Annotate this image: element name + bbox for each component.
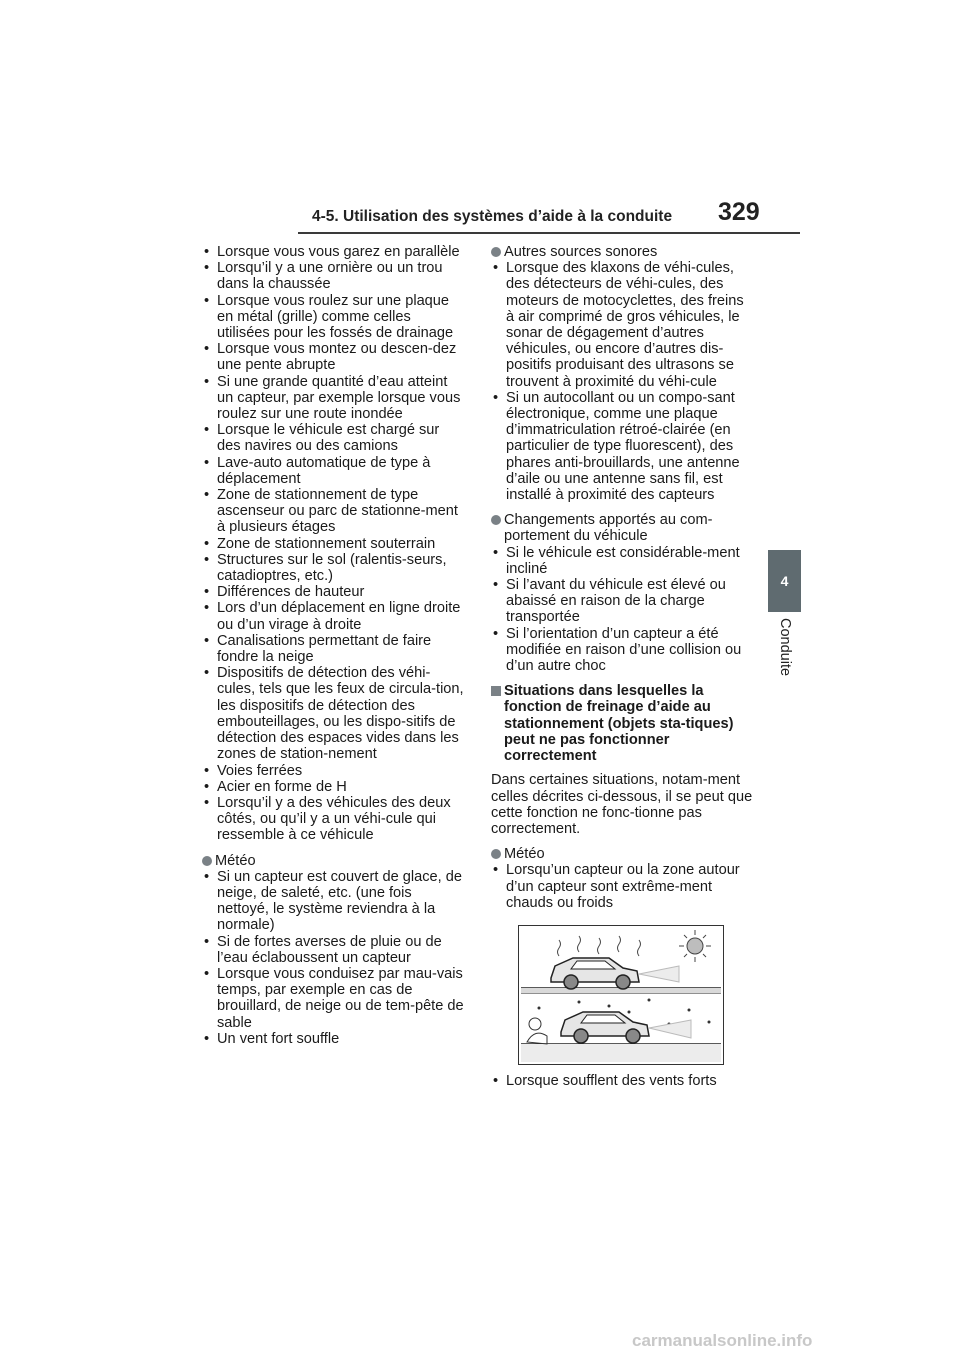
header-rule xyxy=(298,232,800,234)
section-intro: Dans certaines situations, notam-ment celles décrites ci-dessous, il se peut que cette fonction ne fonc-tionne pas correctement. xyxy=(491,772,753,837)
chapter-tab[interactable]: 4 xyxy=(768,550,801,612)
list-item: • Si une grande quantité d’eau atteint un capteur, par exemple lorsque vous roulez sur une route inondée xyxy=(202,374,464,423)
left-column xyxy=(202,244,464,1047)
list-item: • Lorsqu’il y a une ornière ou un trou dans la chaussée xyxy=(202,260,464,292)
right-column xyxy=(491,244,753,1089)
heat-wave-icon xyxy=(558,936,641,956)
weather-illustration-svg xyxy=(519,926,723,1064)
left-bullet-list xyxy=(202,244,464,844)
list-item: • Lorsque vous montez ou descen-dez une pente abrupte xyxy=(202,341,464,373)
car-hot-icon xyxy=(551,958,679,989)
list-item: • Lave-auto automatique de type à déplacement xyxy=(202,455,464,487)
list-item: • Si un capteur est couvert de glace, de neige, de saleté, etc. (une fois nettoyé, le système reviendra à la normale) xyxy=(202,869,464,934)
list-item: • Lorsque vous conduisez par mau-vais temps, par exemple en cas de brouillard, de neige ou de tem-pête de sable xyxy=(202,966,464,1031)
list-item: • Lorsqu’un capteur ou la zone autour d’un capteur sont extrême-ment chauds ou froids xyxy=(491,862,753,911)
list-item: • Voies ferrées xyxy=(202,763,464,779)
list-item: • Lorsque le véhicule est chargé sur des navires ou des camions xyxy=(202,422,464,454)
list-item: • Si le véhicule est considérable-ment incliné xyxy=(491,545,753,577)
weather-heading: Météo xyxy=(202,853,464,869)
list-item: • Un vent fort souffle xyxy=(202,1031,464,1047)
list-item: • Si l’avant du véhicule est élevé ou abaissé en raison de la charge transportée xyxy=(491,577,753,626)
list-item: • Différences de hauteur xyxy=(202,584,464,600)
list-item: • Lorsque vous vous garez en parallèle xyxy=(202,244,464,260)
weather-heading: Météo xyxy=(491,846,753,862)
page-header-title: 4-5. Utilisation des systèmes d’aide à la conduite xyxy=(312,208,673,225)
other-sounds-heading: Autres sources sonores xyxy=(491,244,753,260)
list-item: • Si l’orientation d’un capteur a été modifiée en raison d’une collision ou d’un autre choc xyxy=(491,626,753,675)
watermark: carmanualsonline.info xyxy=(632,1331,813,1350)
list-item: • Lorsqu’il y a des véhicules des deux côtés, ou qu’il y a un véhi-cule qui ressemble à ce véhicule xyxy=(202,795,464,844)
list-item: • Lorsque des klaxons de véhi-cules, des détecteurs de véhi-cules, des moteurs de motocyclettes, des freins à air comprimé de gros véhicules, le sonar de dégagement d’autres véhicules, ou encore d’autres dis-positifs produisant des ultrasons se trouvent à proximité du véhi-cule xyxy=(491,260,753,390)
list-item: • Structures sur le sol (ralentis-seurs, catadioptres, etc.) xyxy=(202,552,464,584)
snowman-icon xyxy=(527,1018,547,1044)
list-item: • Si un autocollant ou un compo-sant électronique, comme une plaque d’immatriculation rétroé-clairée (en particulier de type fluorescent), des phares anti-brouillards, une antenne d’aile ou une antenne sans fil, est installé à proximité des capteurs xyxy=(491,390,753,503)
list-item: • Lors d’un déplacement en ligne droite ou d’un virage à droite xyxy=(202,600,464,632)
chapter-label-text: Conduite xyxy=(776,618,793,677)
list-item: • Zone de stationnement de type ascenseur ou parc de stationne-ment à plusieurs étages xyxy=(202,487,464,536)
behavior-changes-heading: Changements apportés au com-portement du véhicule xyxy=(491,512,753,544)
list-item: • Canalisations permettant de faire fondre la neige xyxy=(202,633,464,665)
list-item: • Dispositifs de détection des véhi-cules, tels que les feux de circula-tion, les dispositifs de détection des embouteillages, ou les dispo-sitifs de détection des espaces vides dans les zones de station-nement xyxy=(202,665,464,762)
list-item: • Acier en forme de H xyxy=(202,779,464,795)
page-number: 329 xyxy=(718,198,760,226)
weather-illustration xyxy=(518,925,724,1065)
list-item: • Lorsque soufflent des vents forts xyxy=(491,1073,753,1089)
sun-icon xyxy=(679,930,711,962)
list-item: • Zone de stationnement souterrain xyxy=(202,536,464,552)
car-cold-icon xyxy=(561,1012,691,1043)
section-heading: Situations dans lesquelles la fonction de freinage d’aide au stationnement (objets sta-tiques) peut ne pas fonctionner correctement xyxy=(491,683,753,764)
list-item: • Si de fortes averses de pluie ou de l’eau éclaboussent un capteur xyxy=(202,934,464,966)
list-item: • Lorsque vous roulez sur une plaque en métal (grille) comme celles utilisées pour les fossés de drainage xyxy=(202,293,464,342)
chapter-label xyxy=(768,618,801,708)
